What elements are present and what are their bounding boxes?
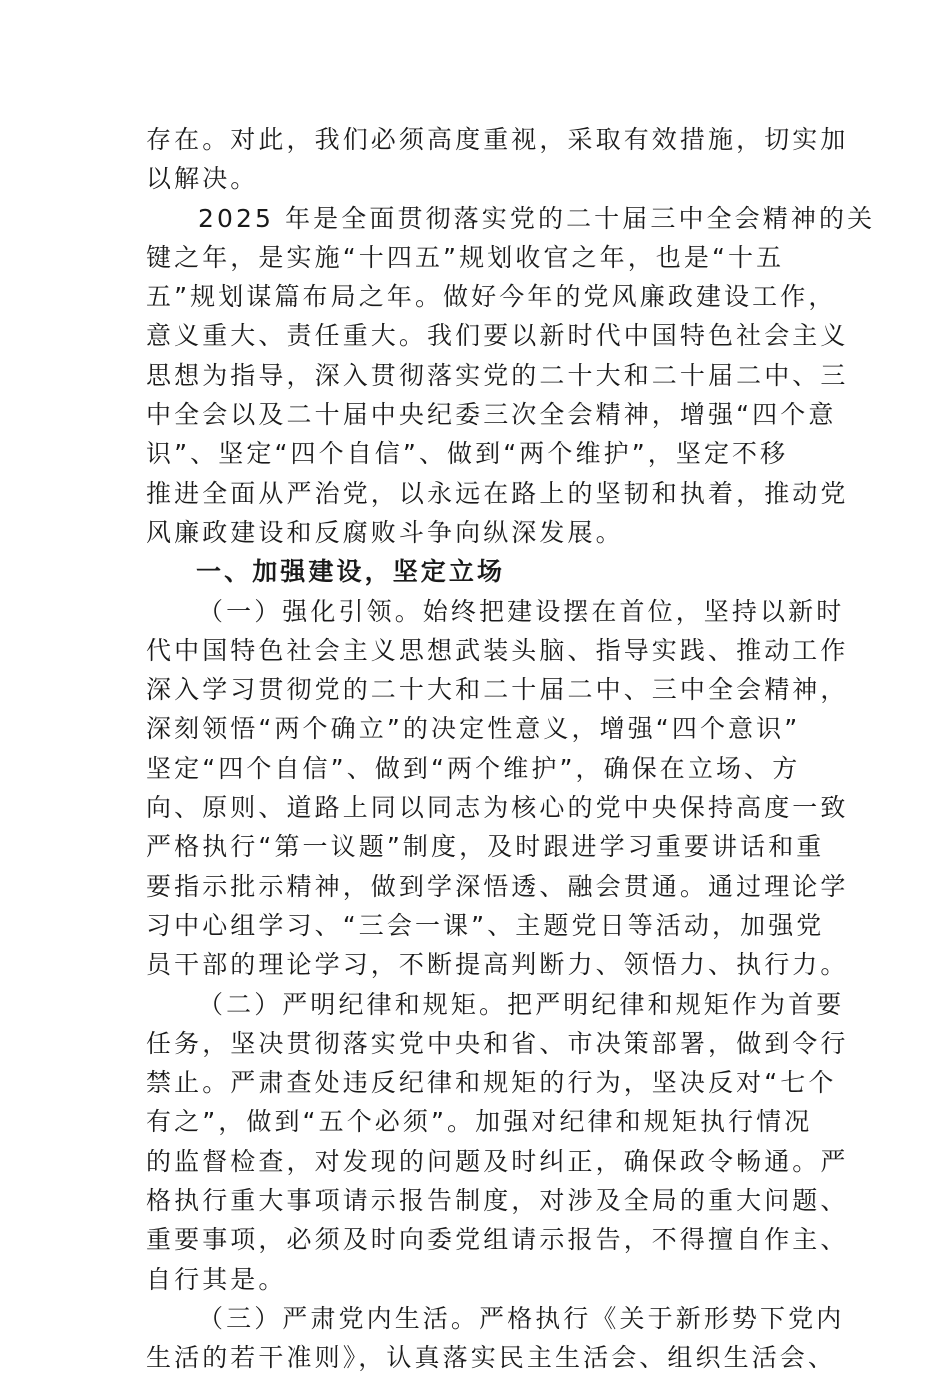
text-line: 有之”，做到“五个必须”。加强对纪律和规矩执行情况 [146, 1107, 813, 1137]
text-line: 五”规划谋篇布局之年。做好今年的党风廉政建设工作， [146, 282, 837, 312]
text-line: （三）严肃党内生活。严格执行《关于新形势下党内 [198, 1303, 845, 1333]
text-line: 代中国特色社会主义思想武装头脑、指导实践、推动工作 [146, 635, 849, 665]
text-line: 习中心组学习、“三会一课”、主题党日等活动，加强党 [146, 910, 825, 940]
text-line: 员干部的理论学习，不断提高判断力、领悟力、执行力。 [146, 950, 849, 980]
text-line: 思想为指导，深入贯彻落实党的二十大和二十届二中、三 [146, 360, 849, 390]
text-line: 生活的若干准则》，认真落实民主生活会、组织生活会、 [146, 1343, 837, 1373]
text-line: 向、原则、道路上同以同志为核心的党中央保持高度一致 [146, 793, 849, 823]
text-line: 的监督检查，对发现的问题及时纠正，确保政令畅通。严 [146, 1146, 849, 1176]
text-line: 重要事项，必须及时向委党组请示报告，不得擅自作主、 [146, 1225, 849, 1255]
paragraph-party-life [146, 1299, 845, 1378]
paragraph-2025-overview [146, 199, 876, 553]
paragraph-strengthen-leadership [146, 592, 849, 985]
paragraph-intro-end [146, 120, 849, 199]
section-heading [146, 552, 806, 591]
heading-text: 一、加强建设，坚定立场 [196, 557, 506, 587]
document-page [146, 120, 876, 1378]
text-line: 严格执行“第一议题”制度，及时跟进学习重要讲话和重 [146, 832, 825, 862]
paragraph-discipline-rules [146, 985, 849, 1299]
text-line: 要指示批示精神，做到学深悟透、融会贯通。通过理论学 [146, 871, 849, 901]
text-line: 任务，坚决贯彻落实党中央和省、市决策部署，做到令行 [146, 1028, 849, 1058]
text-line: 推进全面从严治党，以永远在路上的坚韧和执着，推动党 [146, 478, 849, 508]
text-line: 键之年，是实施“十四五”规划收官之年，也是“十五 [146, 242, 785, 272]
text-line: 意义重大、责任重大。我们要以新时代中国特色社会主义 [146, 321, 849, 351]
text-line: 风廉政建设和反腐败斗争向纵深发展。 [146, 517, 624, 547]
text-line: 存在。对此，我们必须高度重视，采取有效措施，切实加 [146, 125, 849, 154]
text-line: 深入学习贯彻党的二十大和二十届二中、三中全会精神， [146, 675, 849, 705]
text-line: 坚定“四个自信”、做到“两个维护”，确保在立场、方 [146, 753, 801, 783]
text-line: 2025 年是全面贯彻落实党的二十届三中全会精神的关 [198, 203, 876, 233]
text-line: 中全会以及二十届中央纪委三次全会精神，增强“四个意 [146, 400, 837, 430]
text-line: 格执行重大事项请示报告制度，对涉及全局的重大问题、 [146, 1186, 849, 1216]
text-line: （二）严明纪律和规矩。把严明纪律和规矩作为首要 [198, 989, 845, 1019]
text-line: 自行其是。 [146, 1264, 287, 1294]
text-line: 禁止。严肃查处违反纪律和规矩的行为，坚决反对“七个 [146, 1068, 837, 1098]
text-line: （一）强化引领。始终把建设摆在首位，坚持以新时 [198, 596, 845, 626]
text-line: 深刻领悟“两个确立”的决定性意义，增强“四个意识” [146, 714, 801, 744]
text-line: 识”、坚定“四个自信”、做到“两个维护”，坚定不移 [146, 439, 789, 469]
text-line: 以解决。 [146, 164, 259, 194]
